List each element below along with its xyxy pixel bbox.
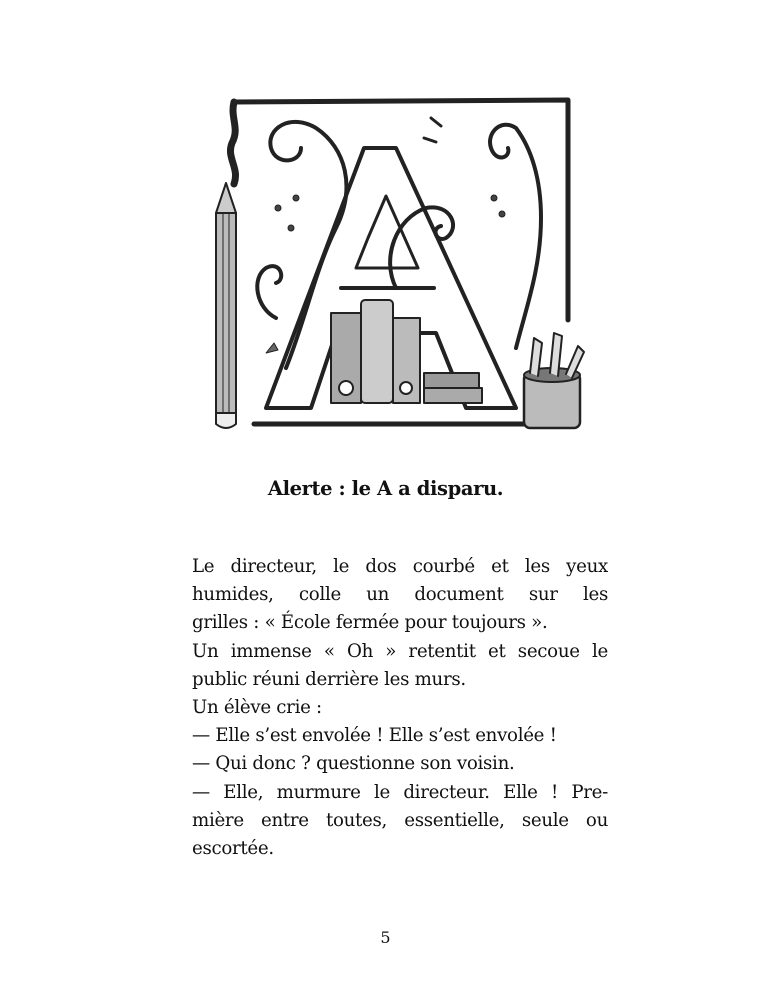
- text-line: Le directeur, le dos courbé et les yeux: [192, 556, 608, 577]
- page-number: 5: [380, 928, 391, 947]
- dialogue-line: — Elle, murmure le directeur. Elle ! Pre-: [192, 781, 608, 803]
- text-line: mière entre toutes, essentielle, seule ou: [192, 809, 608, 831]
- letter-a-illustration-icon: [196, 88, 590, 444]
- text-line: Un immense « Oh » retentit et secoue le: [192, 640, 608, 662]
- dialogue-line: — Qui donc ? questionne son voisin.: [192, 753, 515, 775]
- body-paragraph: [192, 553, 608, 863]
- text-line: grilles : « École fermée pour toujours ».: [192, 612, 548, 634]
- text-line: public réuni derrière les murs.: [192, 668, 466, 690]
- text-line: escortée.: [192, 838, 274, 860]
- chapter-title: Alerte : le A a disparu.: [267, 477, 504, 500]
- drop-cap-illustration: [196, 88, 590, 444]
- dialogue-line: — Elle s’est envolée ! Elle s’est envolée !: [192, 725, 557, 747]
- text-line: humides, colle un document sur les: [192, 584, 608, 606]
- text-line: Un élève crie :: [192, 697, 322, 719]
